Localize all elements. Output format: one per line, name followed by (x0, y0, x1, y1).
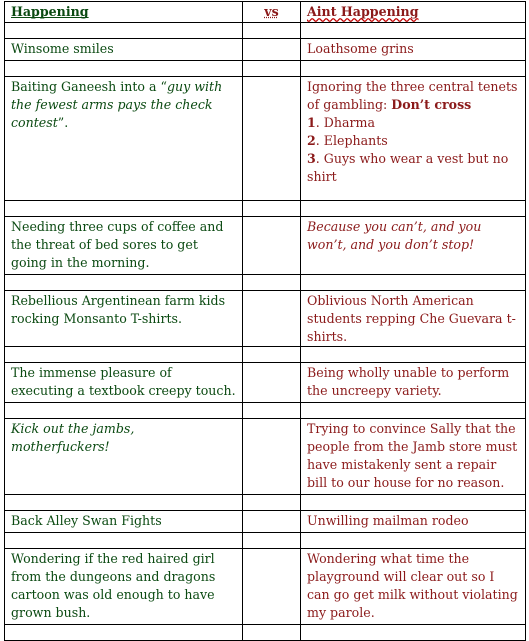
vs-cell (243, 549, 301, 625)
header-row (5, 2, 526, 23)
spacer-row (5, 533, 526, 549)
list-item (307, 114, 519, 132)
vs-cell (243, 511, 301, 533)
vs-cell (243, 39, 301, 61)
spacer-row (5, 625, 526, 641)
spacer-row (5, 23, 526, 39)
list-number: 2 (307, 133, 316, 148)
happening-cell: The immense pleasure of executing a textbook creepy touch. (5, 363, 243, 403)
spacer-row (5, 275, 526, 291)
spacer-row (5, 403, 526, 419)
happening-text-suffix: ”. (57, 115, 69, 130)
tenets-bold: Don’t cross (391, 97, 472, 112)
happening-cell: Back Alley Swan Fights (5, 511, 243, 533)
header-aint-happening: Aint Happening (307, 4, 419, 19)
header-vs-cell (243, 2, 301, 23)
aint-happening-cell: Because you can’t, and you won’t, and you don’t stop! (301, 217, 526, 275)
tenets-intro: Ignoring the three central tenets of gambling: (307, 79, 518, 112)
aint-happening-cell (301, 77, 526, 201)
list-text: . Dharma (315, 115, 375, 130)
vs-cell (243, 419, 301, 495)
vs-cell (243, 77, 301, 201)
list-text: . Guys who wear a vest but no shirt (307, 151, 509, 184)
header-vs: vs (264, 4, 279, 19)
happening-cell (5, 77, 243, 201)
list-item (307, 132, 519, 150)
happening-text-italic: guy with the fewest arms pays the check contest (11, 79, 223, 130)
spacer-row (5, 201, 526, 217)
aint-happening-cell: Oblivious North American students repping Che Guevara t-shirts. (301, 291, 526, 347)
list-text: . Elephants (315, 133, 388, 148)
comparison-table (4, 1, 526, 641)
table-row (5, 363, 526, 403)
table-row (5, 77, 526, 201)
list-item (307, 150, 519, 186)
aint-happening-cell: Being wholly unable to perform the uncreepy variety. (301, 363, 526, 403)
vs-cell (243, 217, 301, 275)
aint-happening-cell: Trying to convince Sally that the people from the Jamb store must have mistakenly sent a repair bill to our house for no reason. (301, 419, 526, 495)
spacer-row (5, 347, 526, 363)
aint-happening-cell: Wondering what time the playground will clear out so I can go get milk without violating my parole. (301, 549, 526, 625)
happening-cell: Needing three cups of coffee and the threat of bed sores to get going in the morning. (5, 217, 243, 275)
aint-happening-cell: Loathsome grins (301, 39, 526, 61)
table-row (5, 511, 526, 533)
header-aint-happening-cell (301, 2, 526, 23)
happening-cell: Winsome smiles (5, 39, 243, 61)
happening-text-prefix: Baiting Ganeesh into a “ (11, 79, 167, 94)
table-row (5, 549, 526, 625)
tenets-list (307, 114, 519, 186)
table-row (5, 39, 526, 61)
table-row (5, 291, 526, 347)
spacer-row (5, 61, 526, 77)
aint-happening-cell: Unwilling mailman rodeo (301, 511, 526, 533)
table-row (5, 419, 526, 495)
happening-cell: Kick out the jambs, motherfuckers! (5, 419, 243, 495)
list-number: 1 (307, 115, 316, 130)
list-number: 3 (307, 151, 316, 166)
header-happening: Happening (11, 4, 89, 19)
table-row (5, 217, 526, 275)
happening-cell: Rebellious Argentinean farm kids rocking Monsanto T-shirts. (5, 291, 243, 347)
header-happening-cell (5, 2, 243, 23)
vs-cell (243, 363, 301, 403)
spacer-row (5, 495, 526, 511)
vs-cell (243, 291, 301, 347)
happening-cell: Wondering if the red haired girl from the dungeons and dragons cartoon was old enough to have grown bush. (5, 549, 243, 625)
